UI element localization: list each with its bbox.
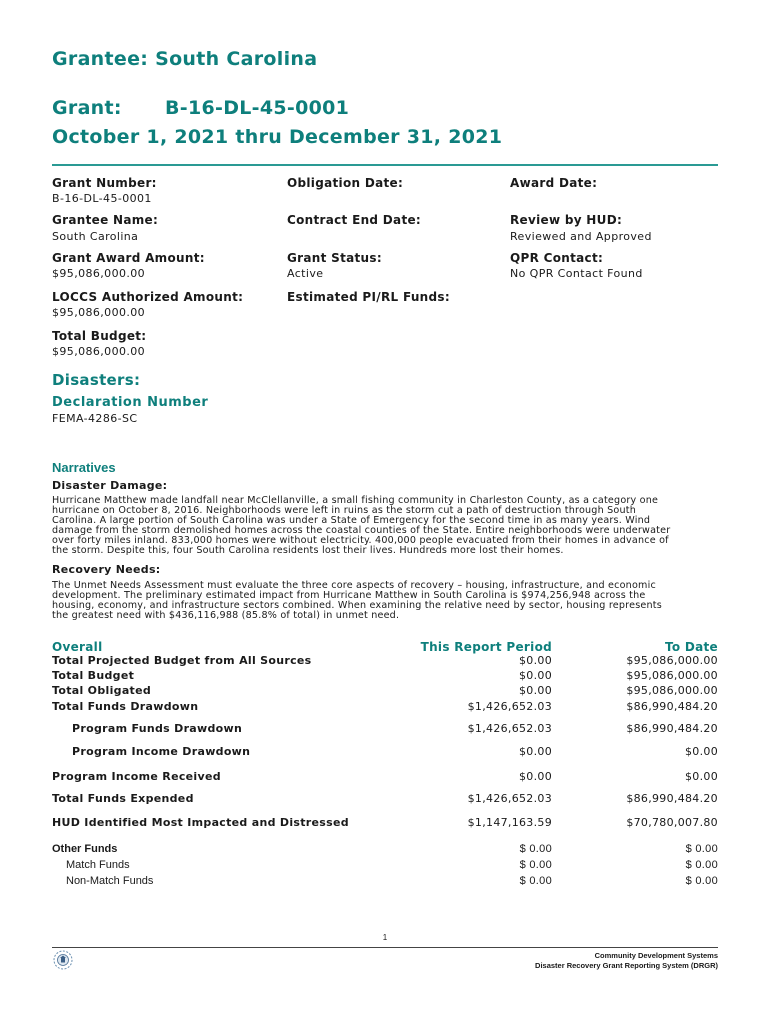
award-amount-label: Grant Award Amount: xyxy=(52,251,205,265)
other-funds-heading: Other Funds xyxy=(52,843,118,855)
damage-line: Hurricane Matthew made landfall near McClellanville, a small fishing community in Charleston County, as a category one xyxy=(52,495,659,506)
pirl-funds-label: Estimated PI/RL Funds: xyxy=(287,290,450,304)
qpr-contact-label: QPR Contact: xyxy=(510,251,604,265)
overall-row-todate: $70,780,007.80 xyxy=(626,816,718,829)
overall-row-label: Total Funds Expended xyxy=(52,792,194,805)
declaration-value: FEMA-4286-SC xyxy=(52,412,138,425)
overall-row-todate: $86,990,484.20 xyxy=(626,722,718,735)
loccs-label: LOCCS Authorized Amount: xyxy=(52,290,244,304)
damage-line: hurricane on October 8, 2016. Neighborhoods were left in ruins as the storm cut a path of destruction through South xyxy=(52,505,637,516)
overall-row-period: $1,426,652.03 xyxy=(467,722,552,735)
overall-heading: Overall xyxy=(52,640,103,654)
overall-row-period: $0.00 xyxy=(519,770,552,783)
grant-status-value: Active xyxy=(287,267,324,280)
overall-row-label: Program Funds Drawdown xyxy=(72,722,243,735)
to-date-header: To Date xyxy=(664,640,718,654)
disaster-damage-text xyxy=(52,496,702,556)
overall-row-period: $0.00 xyxy=(519,684,552,697)
damage-line: Carolina. A large portion of South Carolina was under a State of Emergency for the second time in as many years. Wind xyxy=(52,515,651,526)
overall-row-label: HUD Identified Most Impacted and Distressed xyxy=(52,816,349,829)
match-funds-label: Match Funds xyxy=(66,859,130,871)
grantee-name-label: Grantee Name: xyxy=(52,213,159,227)
declaration-label: Declaration Number xyxy=(52,395,209,410)
grant-number-value: B-16-DL-45-0001 xyxy=(52,192,152,205)
loccs-value: $95,086,000.00 xyxy=(52,306,146,319)
disaster-damage-label: Disaster Damage: xyxy=(52,479,168,492)
narratives-heading: Narratives xyxy=(52,460,116,475)
overall-row-todate: $0.00 xyxy=(685,745,718,758)
report-period-title: October 1, 2021 thru December 31, 2021 xyxy=(52,126,503,148)
recovery-line: the greatest need with $436,116,988 (85.8% of total) in unmet need. xyxy=(52,610,400,621)
footer-divider xyxy=(52,947,718,948)
grant-number-label: Grant Number: xyxy=(52,176,157,190)
footer-line-2: Disaster Recovery Grant Reporting System (DRGR) xyxy=(535,961,718,970)
recovery-line: housing, economy, and infrastructure sectors combined. When examining the relative need by sector, housing represents xyxy=(52,600,662,611)
overall-row-label: Total Budget xyxy=(52,669,135,682)
grantee-title: Grantee: South Carolina xyxy=(52,48,318,70)
match-funds-period: $ 0.00 xyxy=(519,859,552,871)
damage-line: over forty miles inland. 833,000 homes were without electricity. 400,000 people evacuated from their homes in advance of xyxy=(52,535,669,546)
overall-row-period: $1,147,163.59 xyxy=(467,816,552,829)
review-label: Review by HUD: xyxy=(510,213,623,227)
match-funds-todate: $ 0.00 xyxy=(685,859,718,871)
overall-row-period: $0.00 xyxy=(519,745,552,758)
overall-row-todate: $86,990,484.20 xyxy=(626,700,718,713)
overall-row-period: $1,426,652.03 xyxy=(467,792,552,805)
hud-seal-icon xyxy=(53,950,73,970)
grant-label: Grant: xyxy=(52,97,122,119)
recovery-needs-label: Recovery Needs: xyxy=(52,563,161,576)
overall-row-label: Program Income Received xyxy=(52,770,221,783)
overall-row-todate: $95,086,000.00 xyxy=(626,669,718,682)
overall-row-todate: $86,990,484.20 xyxy=(626,792,718,805)
non-match-funds-period: $ 0.00 xyxy=(519,875,552,887)
overall-row-period: $0.00 xyxy=(519,669,552,682)
grant-number-title: B-16-DL-45-0001 xyxy=(165,97,350,119)
other-funds-todate: $ 0.00 xyxy=(685,843,718,855)
total-budget-label: Total Budget: xyxy=(52,329,147,343)
damage-line: the storm. Despite this, four South Carolina residents lost their lives. Hundreds more lost their homes. xyxy=(52,545,564,556)
overall-row-period: $0.00 xyxy=(519,654,552,667)
qpr-contact-value: No QPR Contact Found xyxy=(510,267,643,280)
this-period-header: This Report Period xyxy=(420,640,552,654)
damage-line: damage from the storm demolished homes across the coastal counties of the State. Entire neighborhoods were underwater xyxy=(52,525,671,536)
obligation-date-label: Obligation Date: xyxy=(287,176,404,190)
overall-row-todate: $95,086,000.00 xyxy=(626,654,718,667)
footer-line-1: Community Development Systems xyxy=(594,951,718,960)
grant-status-label: Grant Status: xyxy=(287,251,382,265)
contract-end-label: Contract End Date: xyxy=(287,213,422,227)
disasters-heading: Disasters: xyxy=(52,371,141,389)
total-budget-value: $95,086,000.00 xyxy=(52,345,146,358)
overall-row-todate: $0.00 xyxy=(685,770,718,783)
non-match-funds-label: Non-Match Funds xyxy=(66,875,154,887)
award-amount-value: $95,086,000.00 xyxy=(52,267,146,280)
overall-row-todate: $95,086,000.00 xyxy=(626,684,718,697)
overall-row-label: Total Projected Budget from All Sources xyxy=(52,654,312,667)
review-value: Reviewed and Approved xyxy=(510,230,652,243)
overall-row-label: Total Funds Drawdown xyxy=(52,700,199,713)
overall-row-label: Total Obligated xyxy=(52,684,152,697)
grantee-name-value: South Carolina xyxy=(52,230,139,243)
recovery-line: The Unmet Needs Assessment must evaluate the three core aspects of recovery – housing, infrastructure, and economic xyxy=(52,580,656,591)
non-match-funds-todate: $ 0.00 xyxy=(685,875,718,887)
header-divider xyxy=(52,164,718,166)
recovery-needs-text xyxy=(52,581,702,621)
award-date-label: Award Date: xyxy=(510,176,598,190)
overall-row-period: $1,426,652.03 xyxy=(467,700,552,713)
other-funds-period: $ 0.00 xyxy=(519,843,552,855)
recovery-line: development. The preliminary estimated impact from Hurricane Matthew in South Carolina is $974,256,948 across the xyxy=(52,590,646,601)
page-number: 1 xyxy=(382,933,388,942)
overall-row-label: Program Income Drawdown xyxy=(72,745,251,758)
